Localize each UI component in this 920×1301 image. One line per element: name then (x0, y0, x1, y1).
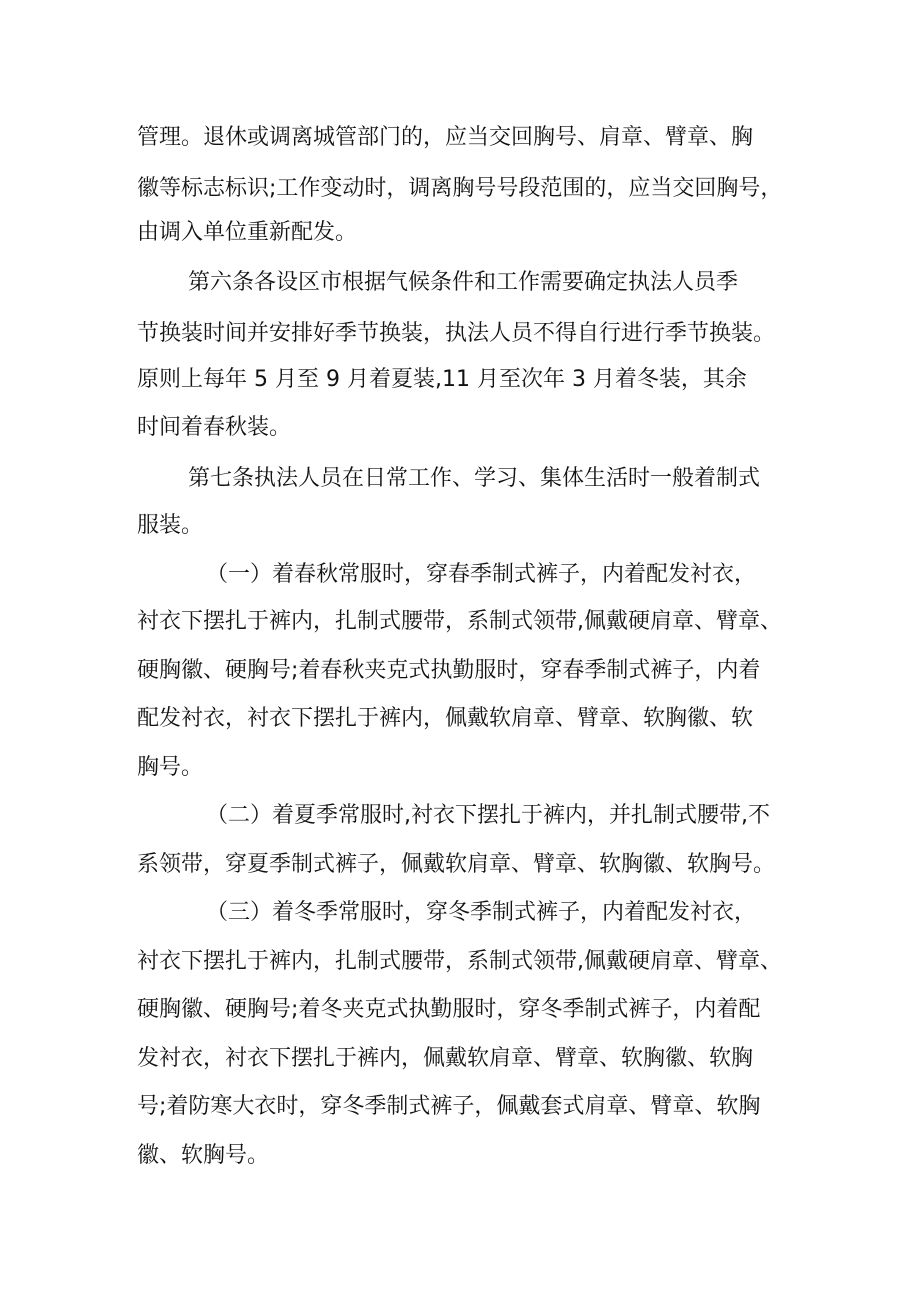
text-line-2: 徽等标志标识;工作变动时，调离胸号号段范围的，应当交回胸号， (137, 176, 783, 201)
clause-2-line-1: （二）着夏季常服时,衬衣下摆扎于裤内，并扎制式腰带,不 (206, 803, 770, 828)
article-6-line-2: 节换装时间并安排好季节换装，执法人员不得自行进行季节换装。 (137, 321, 776, 346)
clause-3-line-1: （三）着冬季常服时，穿冬季制式裤子，内着配发衬衣， (206, 900, 757, 925)
clause-3-line-4: 发衬衣，衬衣下摆扎于裤内，佩戴软肩章、臂章、软胸徽、软胸 (137, 1046, 754, 1071)
clause-3-line-2: 衬衣下摆扎于裤内，扎制式腰带，系制式领带,佩戴硬肩章、臂章、 (137, 949, 782, 974)
clause-1-line-5: 胸号。 (137, 755, 204, 780)
clause-1-line-4: 配发衬衣，衬衣下摆扎于裤内，佩戴软肩章、臂章、软胸徽、软 (137, 706, 754, 731)
article-7-line-2: 服装。 (137, 513, 204, 538)
text-line-3: 由调入单位重新配发。 (137, 220, 358, 245)
clause-1-line-1: （一）着春秋常服时，穿春季制式裤子，内着配发衬衣， (206, 562, 757, 587)
clause-3-line-6: 徽、软胸号。 (137, 1143, 270, 1168)
clause-1-line-2: 衬衣下摆扎于裤内，扎制式腰带，系制式领带,佩戴硬肩章、臂章、 (137, 609, 782, 634)
text-line-1: 管理。退休或调离城管部门的，应当交回胸号、肩章、臂章、胸 (137, 125, 754, 150)
clause-3-line-5: 号;着防寒大衣时，穿冬季制式裤子，佩戴套式肩章、臂章、软胸 (137, 1094, 761, 1119)
article-7-line-1: 第七条执法人员在日常工作、学习、集体生活时一般着制式 (188, 466, 761, 491)
article-6-line-3: 原则上每年 5 月至 9 月着夏装,11 月至次年 3 月着冬装，其余 (137, 367, 747, 392)
clause-1-line-3: 硬胸徽、硬胸号;着春秋夹克式执勤服时，穿春季制式裤子，内着 (137, 658, 761, 683)
article-6-line-4: 时间着春秋装。 (137, 415, 292, 440)
article-6-line-1: 第六条各设区市根据气候条件和工作需要确定执法人员季 (188, 270, 739, 295)
clause-3-line-3: 硬胸徽、硬胸号;着冬夹克式执勤服时，穿冬季制式裤子，内着配 (137, 997, 761, 1022)
clause-2-line-2: 系领带，穿夏季制式裤子，佩戴软肩章、臂章、软胸徽、软胸号。 (137, 852, 776, 877)
